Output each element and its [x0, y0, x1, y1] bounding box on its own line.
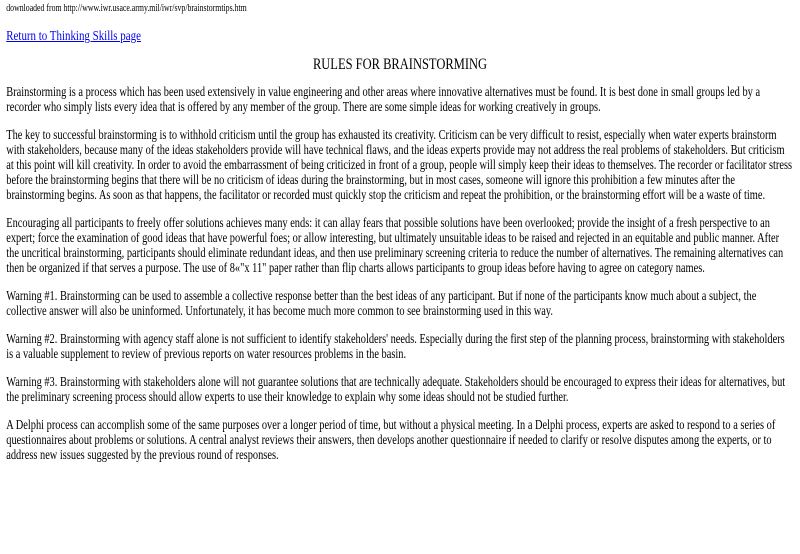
paragraph-delphi-process: A Delphi process can accomplish some of the same purposes over a longer period of time, but without a physical meeting. In a Delphi process, experts are asked to respond to a series of questionnaires about problems or solutions. A central analyst reviews their answers, then develops another questionnaire if needed to clarify or resolve disputes among the experts, or to address new issues suggested by the previous round of responses. — [6, 417, 776, 462]
paragraph-warning-3: Warning #3. Brainstorming with stakeholders alone will not guarantee solutions that are technically adequate. Stakeholders should be encouraged to express their ideas for alternatives, but the preliminary screening process should allow experts to use their knowledge to explain why some ideas should not be studied further. — [6, 374, 786, 404]
paragraph-encouraging-participants: Encouraging all participants to freely offer solutions achieves many ends: it can allay fears that possible solutions have been overlooked; provide the insight of a fresh perspective to an expert; force the examination of good ideas that have powerful foes; or allow interesting, but ultimately unsuitable ideas to be raised and rejected in an equitable and public manner. After the uncritical brainstorming, participants should eliminate redundant ideas, and then use preliminary screening criteria to reduce the number of alternatives. The remaining alternatives can then be organized if that serves a purpose. The use of 8«"x 11" paper rather than flip charts allows participants to group ideas before having to agree on category names. — [6, 215, 784, 275]
paragraph-warning-2: Warning #2. Brainstorming with agency staff alone is not sufficient to identify stakeholders' needs. Especially during the first step of the planning process, brainstorming with stakeholders is a valuable supplement to review of previous reports on water resources problems in the basin. — [6, 331, 785, 361]
paragraph-warning-1: Warning #1. Brainstorming can be used to assemble a collective response better than the best ideas of any participant. But if none of the participants know much about a subject, the collective answer will also be uninformed. Unfortunately, it has become much more common to see brainstorming used in this way. — [6, 288, 757, 318]
paragraph-intro: Brainstorming is a process which has been used extensively in value engineering and other areas where innovative alternatives must be found. It is best done in small groups led by a recorder who simply lists every idea that is offered by any member of the group. There are some simple ideas for working creatively in groups. — [6, 84, 761, 114]
return-to-thinking-skills-link[interactable]: Return to Thinking Skills page — [6, 29, 141, 44]
page-title: RULES FOR BRAINSTORMING — [312, 56, 488, 73]
backlink-row — [6, 27, 794, 45]
paragraph-withhold-criticism: The key to successful brainstorming is to withhold criticism until the group has exhausted its creativity. Criticism can be very difficult to resist, especially when water experts brainstorm with stakeholders, because many of the ideas stakeholders provide will have technical flaws, and the ideas experts provide may not address the real problems of stakeholders. But criticism at this point will kill creativity. In order to avoid the embarrassment of being criticized in front of a group, people will simply keep their ideas to themselves. The recorder or facilitator stress before the brainstorming begins that there will be no criticism of ideas during the brainstorming, but in most cases, someone will ignore this prohibition a few minutes after the brainstorming begins. As soon as that happens, the facilitator or recorded must quickly stop the criticism and repeat the prohibition, or the brainstorming effort will be a waste of time. — [6, 127, 793, 202]
source-note: downloaded from http://www.iwr.usace.army.mil/iwr/svp/brainstormtips.htm — [6, 3, 247, 14]
